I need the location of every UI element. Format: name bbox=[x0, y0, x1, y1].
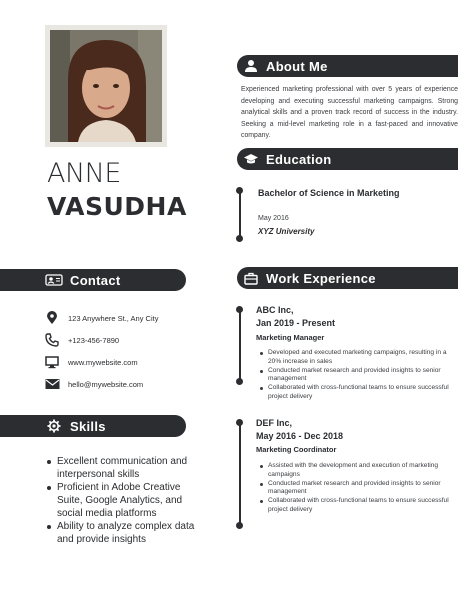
contact-heading: Contact bbox=[70, 272, 121, 288]
job-company: DEF Inc, bbox=[256, 418, 293, 428]
envelope-icon bbox=[44, 376, 60, 392]
contact-address bbox=[44, 310, 159, 326]
contact-phone bbox=[44, 332, 120, 348]
education-degree: Bachelor of Science in Marketing bbox=[258, 188, 400, 198]
education-header bbox=[237, 148, 458, 170]
timeline-line bbox=[239, 309, 241, 381]
list-item: Collaborated with cross-functional teams to ensure successful project delivery bbox=[260, 384, 450, 402]
list-item: Ability to analyze complex data and provide insights bbox=[47, 520, 207, 546]
list-item: Collaborated with cross-functional teams to ensure successful project delivery bbox=[260, 497, 450, 515]
profile-photo-frame bbox=[45, 25, 167, 147]
skills-heading: Skills bbox=[70, 418, 106, 434]
person-icon bbox=[242, 57, 260, 75]
about-me-text: Experienced marketing professional with over 5 years of experience developing and executing successful marketing campaigns. Strong analytical skills and a proven track record of success in the industry. Seeking a mid-level marketing role in a fast-paced and innovative company. bbox=[241, 86, 458, 139]
job-duties bbox=[260, 349, 450, 402]
phone-icon bbox=[44, 332, 60, 348]
contact-website bbox=[44, 354, 138, 370]
first-name: ANNE bbox=[47, 158, 121, 189]
list-item: Conducted market research and provided insights to senior management bbox=[260, 480, 450, 498]
briefcase-icon bbox=[242, 269, 260, 287]
education-school: XYZ University bbox=[258, 227, 315, 236]
map-pin-icon bbox=[44, 310, 60, 326]
list-item: Conducted market research and provided insights to senior management bbox=[260, 367, 450, 385]
timeline-line bbox=[239, 422, 241, 525]
skills-list bbox=[47, 455, 207, 546]
timeline-line bbox=[239, 190, 241, 238]
about-me-heading: About Me bbox=[266, 58, 328, 74]
list-item: Proficient in Adobe Creative Suite, Google Analytics, and social media platforms bbox=[47, 481, 207, 520]
timeline-dot bbox=[236, 522, 243, 529]
list-item: Developed and executed marketing campaigns, resulting in a 20% increase in sales bbox=[260, 349, 450, 367]
list-item: Excellent communication and interpersonal skills bbox=[47, 455, 207, 481]
job-title: Marketing Manager bbox=[256, 333, 325, 342]
monitor-icon bbox=[44, 354, 60, 370]
contact-address-text: 123 Anywhere St., Any City bbox=[68, 313, 159, 323]
education-heading: Education bbox=[266, 151, 332, 167]
contact-header bbox=[0, 269, 186, 291]
timeline-dot bbox=[236, 235, 243, 242]
gear-icon bbox=[45, 417, 63, 435]
job-duties bbox=[260, 462, 450, 515]
contact-email-text: hello@mywebsite.com bbox=[68, 379, 144, 389]
contact-website-text: www.mywebsite.com bbox=[68, 357, 138, 367]
job-period: Jan 2019 - Present bbox=[256, 318, 336, 328]
about-me-header bbox=[237, 55, 458, 77]
graduation-cap-icon bbox=[242, 150, 260, 168]
contact-email bbox=[44, 376, 144, 392]
last-name: VASUDHA bbox=[47, 192, 187, 221]
list-item: Assisted with the development and execution of marketing campaigns bbox=[260, 462, 450, 480]
job-company: ABC Inc, bbox=[256, 305, 294, 315]
contact-card-icon bbox=[45, 271, 63, 289]
timeline-dot bbox=[236, 378, 243, 385]
job-title: Marketing Coordinator bbox=[256, 445, 337, 454]
work-experience-heading: Work Experience bbox=[266, 270, 376, 286]
profile-photo bbox=[50, 30, 162, 142]
contact-phone-text: +123-456-7890 bbox=[68, 335, 120, 345]
education-date: May 2016 bbox=[258, 215, 289, 222]
job-period: May 2016 - Dec 2018 bbox=[256, 431, 344, 441]
work-experience-header bbox=[237, 267, 458, 289]
skills-header bbox=[0, 415, 186, 437]
